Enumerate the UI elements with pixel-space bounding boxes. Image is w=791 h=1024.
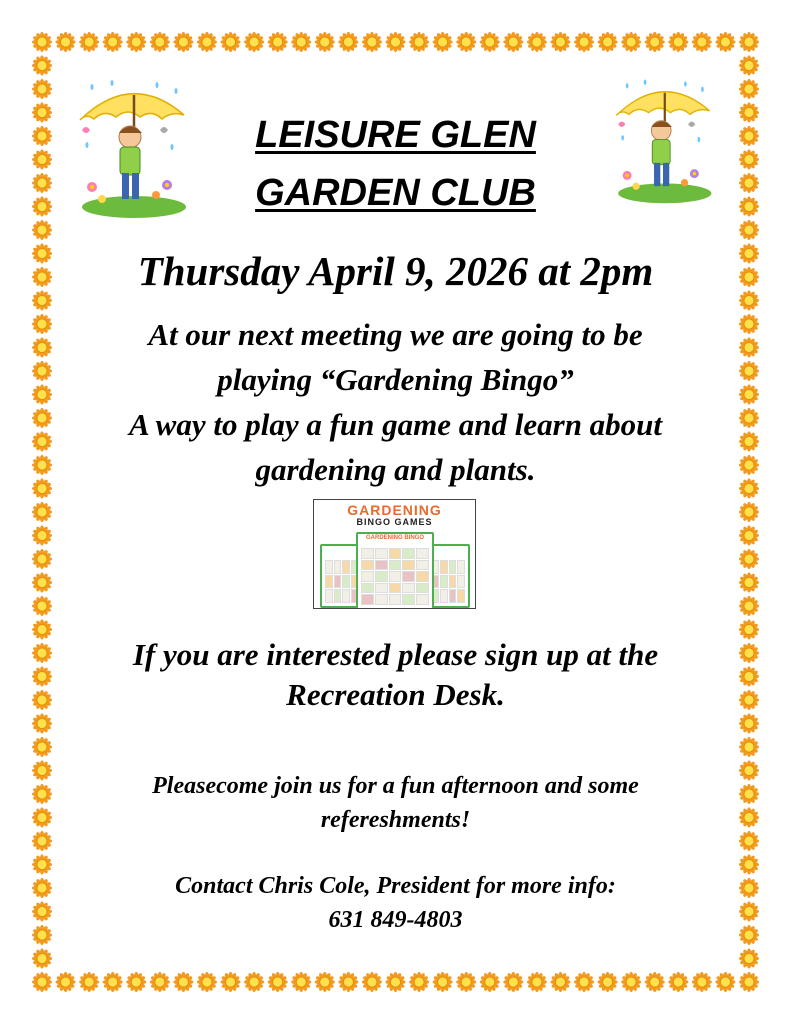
sunflower-icon [527,32,547,52]
sunflower-icon [291,972,311,992]
sunflower-icon [32,549,52,569]
sunflower-icon [574,972,594,992]
sunflower-icon [739,267,759,287]
join-line: refereshments! [320,807,471,833]
sunflower-icon [597,972,617,992]
sunflower-icon [503,972,523,992]
bingo-card-label: GARDENING BINGO [365,535,424,541]
sunflower-icon [32,220,52,240]
sunflower-icon [574,32,594,52]
sunflower-icon [739,220,759,240]
signup-paragraph [30,635,761,715]
sunflower-icon [456,972,476,992]
sunflower-icon [173,972,193,992]
sunflower-icon [385,972,405,992]
sunflower-icon [739,854,759,874]
sunflower-icon [739,290,759,310]
sunflower-icon [739,760,759,780]
sunflower-icon [550,32,570,52]
bingo-image-subtitle: BINGO GAMES [356,517,433,527]
sunflower-icon [739,102,759,122]
sunflower-icon [668,32,688,52]
sunflower-icon [315,972,335,992]
sunflower-icon [739,878,759,898]
sunflower-icon [621,972,641,992]
sunflower-icon [32,572,52,592]
umbrella-boy-clipart-right [608,75,718,205]
sunflower-icon [739,596,759,616]
title-line-2: GARDEN CLUB [255,172,536,214]
sunflower-icon [268,972,288,992]
contact-phone: 631 849-4803 [328,907,463,933]
sunflower-icon [32,32,52,52]
contact-paragraph [60,869,731,937]
sunflower-icon [739,502,759,522]
sunflower-icon [692,972,712,992]
sunflower-icon [362,972,382,992]
intro-line: A way to play a fun game and learn about [128,407,663,442]
sunflower-icon [32,290,52,310]
sunflower-icon [32,807,52,827]
sunflower-icon [32,972,52,992]
intro-line: At our next meeting we are going to be [148,317,643,352]
intro-line: playing “Gardening Bingo” [217,362,574,397]
intro-line: gardening and plants. [255,452,536,487]
sunflower-icon [32,878,52,898]
bingo-card-front [356,532,434,609]
sunflower-icon [480,972,500,992]
sunflower-icon [32,79,52,99]
sunflower-icon [32,831,52,851]
umbrella-boy-clipart-left [72,75,192,220]
sunflower-icon [739,196,759,216]
sunflower-icon [645,972,665,992]
sunflower-icon [32,596,52,616]
sunflower-icon [220,32,240,52]
sunflower-icon [32,173,52,193]
bingo-image-title: GARDENING [347,502,442,518]
sunflower-icon [739,55,759,75]
sunflower-icon [550,972,570,992]
sunflower-icon [103,972,123,992]
sunflower-icon [32,149,52,169]
sunflower-icon [32,737,52,757]
sunflower-icon [103,32,123,52]
sunflower-icon [739,901,759,921]
sunflower-icon [32,784,52,804]
sunflower-icon [739,972,759,992]
sunflower-icon [79,972,99,992]
sunflower-icon [315,32,335,52]
sunflower-icon [32,854,52,874]
sunflower-icon [692,32,712,52]
sunflower-icon [244,32,264,52]
sunflower-icon [32,760,52,780]
sunflower-icon [715,972,735,992]
intro-paragraph [30,312,761,492]
sunflower-icon [32,925,52,945]
sunflower-icon [268,32,288,52]
sunflower-icon [739,243,759,263]
sunflower-icon [668,972,688,992]
sunflower-icon [32,55,52,75]
sunflower-icon [32,502,52,522]
sunflower-icon [362,32,382,52]
sunflower-icon [739,79,759,99]
sunflower-icon [739,572,759,592]
sunflower-icon [244,972,264,992]
sunflower-icon [291,32,311,52]
sunflower-icon [739,173,759,193]
sunflower-icon [739,925,759,945]
sunflower-icon [55,972,75,992]
title-line-1: LEISURE GLEN [255,114,536,156]
sunflower-icon [527,972,547,992]
sunflower-icon [480,32,500,52]
sunflower-icon [433,32,453,52]
signup-line: Recreation Desk. [286,677,505,712]
sunflower-icon [197,32,217,52]
sunflower-icon [79,32,99,52]
sunflower-icon [173,32,193,52]
sunflower-icon [739,737,759,757]
sunflower-icon [55,32,75,52]
sunflower-icon [739,549,759,569]
sunflower-icon [409,972,429,992]
sunflower-icon [645,32,665,52]
join-line: Pleasecome join us for a fun afternoon and some [152,773,639,799]
gardening-bingo-image [313,499,476,609]
sunflower-icon [32,196,52,216]
sunflower-icon [32,901,52,921]
sunflower-icon [597,32,617,52]
sunflower-icon [409,32,429,52]
sunflower-icon [220,972,240,992]
sunflower-icon [739,784,759,804]
sunflower-icon [338,32,358,52]
sunflower-icon [456,32,476,52]
sunflower-icon [739,948,759,968]
sunflower-icon [150,32,170,52]
sunflower-icon [32,267,52,287]
sunflower-icon [739,807,759,827]
sunflower-icon [433,972,453,992]
sunflower-icon [32,243,52,263]
sunflower-icon [338,972,358,992]
sunflower-icon [32,102,52,122]
sunflower-icon [32,948,52,968]
sunflower-icon [739,525,759,545]
contact-line: Contact Chris Cole, President for more info: [175,873,616,899]
sunflower-icon [32,713,52,733]
sunflower-icon [126,32,146,52]
sunflower-icon [150,972,170,992]
sunflower-icon [739,126,759,146]
sunflower-icon [739,32,759,52]
sunflower-icon [32,525,52,545]
sunflower-icon [385,32,405,52]
sunflower-icon [621,32,641,52]
sunflower-icon [197,972,217,992]
sunflower-icon [126,972,146,992]
sunflower-icon [739,149,759,169]
sunflower-icon [503,32,523,52]
sunflower-icon [739,831,759,851]
sunflower-icon [715,32,735,52]
join-paragraph [60,769,731,837]
signup-line: If you are interested please sign up at the [132,637,659,672]
sunflower-icon [32,126,52,146]
meeting-date: Thursday April 9, 2026 at 2pm [137,248,654,294]
sunflower-icon [739,713,759,733]
